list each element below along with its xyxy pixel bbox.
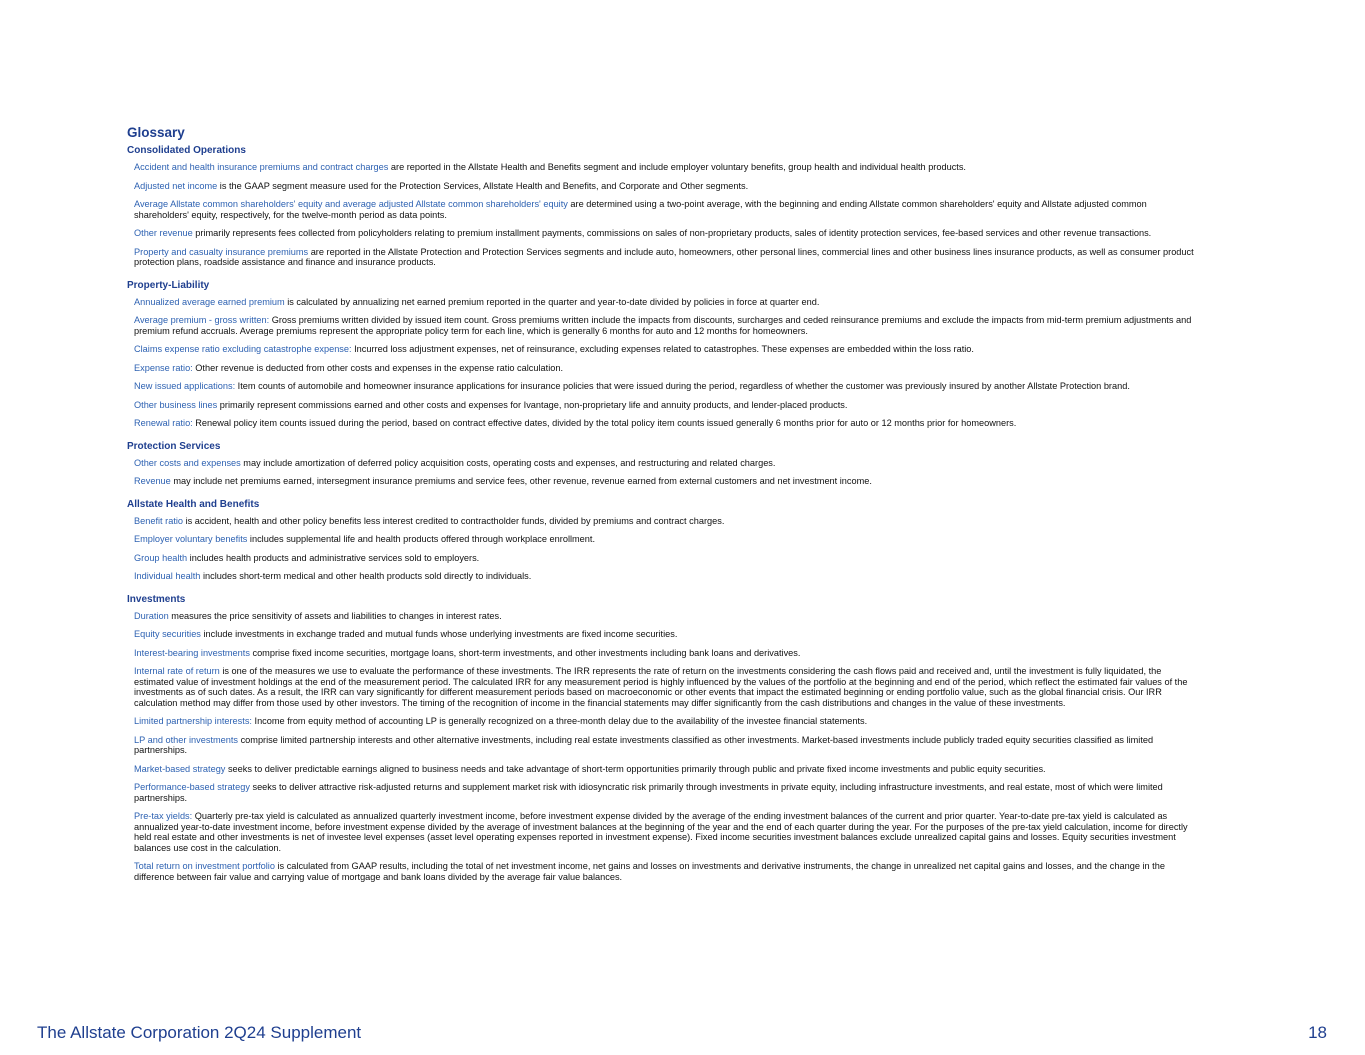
glossary-term: Property and casualty insurance premiums — [134, 246, 309, 257]
glossary-term: Internal rate of return — [134, 666, 220, 676]
glossary-definition: Quarterly pre-tax yield is calculated as annualized quarterly investment income, before investment expense divided by the average of the ending investment balances of the current and prior quarter. Year-to-date pre-tax yield is calculated as annualized year-to-date investment income, before investment expense divided by the average of investment balances at the beginning of the year and the end of each quarter during the year. For the purposes of the pre-tax yield calculation, income for directly held real estate and other investments is net of investee level expenses (asset level operating expenses reported in investment expense). Fixed income securities investment balances exclude unrealized capital gains and losses. Equity securities investment balances use cost in the calculation. — [134, 811, 1188, 853]
section-heading: Allstate Health and Benefits — [127, 498, 260, 510]
glossary-term: Individual health — [134, 571, 201, 581]
glossary-entry — [134, 476, 1197, 487]
glossary-definition: primarily represents fees collected from policyholders relating to premium installment payments, commissions on sales of non-proprietary products, sales of identity protection services, fee-based services and other revenue transactions. — [192, 228, 1152, 238]
glossary-definition: are determined using a two-point average, with the beginning and ending Allstate common shareholders' equity and Allstate adjusted common shareholders' equity, respectively, for the twelve-month period as data points. — [134, 199, 1147, 220]
glossary-section — [127, 145, 1197, 268]
glossary-term: Expense ratio: — [134, 362, 193, 373]
glossary-definition: Income from equity method of accounting LP is generally recognized on a three-month delay due to the availability of the investee financial statements. — [251, 716, 868, 726]
glossary-term: Duration — [134, 610, 169, 621]
glossary-definition: includes supplemental life and health products offered through workplace enrollment. — [247, 534, 596, 544]
glossary-definition: is the GAAP segment measure used for the Protection Services, Allstate Health and Benefits, and Corporate and Other segments. — [217, 180, 749, 191]
glossary-definition: includes health products and administrative services sold to employers. — [187, 552, 480, 563]
glossary-term: Limited partnership interests: — [134, 716, 252, 726]
section-heading: Investments — [127, 593, 186, 605]
section-heading: Consolidated Operations — [127, 145, 246, 156]
glossary-entry — [134, 458, 1197, 469]
glossary-term: Other business lines — [134, 399, 218, 410]
glossary-definition: measures the price sensitivity of assets and liabilities to changes in interest rates. — [168, 610, 502, 621]
glossary-section — [127, 594, 1197, 883]
glossary — [127, 125, 1197, 894]
glossary-entry — [134, 181, 1197, 192]
glossary-entry — [134, 363, 1197, 374]
glossary-entry — [134, 629, 1197, 640]
glossary-definition: Other revenue is deducted from other costs and expenses in the expense ratio calculation. — [192, 362, 564, 373]
glossary-term: Employer voluntary benefits — [134, 534, 248, 544]
glossary-term: Equity securities — [134, 629, 201, 639]
glossary-term: Adjusted net income — [134, 180, 218, 191]
glossary-term: Total return on investment portfolio — [134, 861, 275, 871]
glossary-definition: may include amortization of deferred policy acquisition costs, operating costs and expenses, and restructuring and related charges. — [240, 457, 776, 468]
glossary-term: Accident and health insurance premiums and contract charges — [134, 162, 389, 172]
glossary-term: New issued applications: — [134, 381, 236, 391]
glossary-entry — [134, 400, 1197, 411]
glossary-entry — [134, 315, 1197, 336]
glossary-entry — [134, 381, 1197, 392]
glossary-entry — [134, 611, 1197, 622]
glossary-entry — [134, 735, 1197, 756]
glossary-entry — [134, 666, 1197, 708]
page-number: 18 — [1308, 1023, 1327, 1042]
glossary-term: Other revenue — [134, 228, 193, 238]
footer-title: The Allstate Corporation 2Q24 Supplement — [37, 1023, 362, 1042]
glossary-entry — [134, 782, 1197, 803]
glossary-term: Other costs and expenses — [134, 457, 241, 468]
glossary-entry — [134, 162, 1197, 173]
glossary-definition: comprise fixed income securities, mortgage loans, short-term investments, and other investments including bank loans and derivatives. — [249, 647, 801, 658]
glossary-entry — [134, 418, 1197, 429]
glossary-term: LP and other investments — [134, 734, 239, 745]
glossary-term: Group health — [134, 552, 188, 563]
glossary-definition: seeks to deliver attractive risk-adjusted returns and supplement market risk with idiosyncratic risk primarily through investments in private equity, including infrastructure investments, and real estate, most of which were limited partnerships. — [134, 782, 1163, 803]
section-heading: Property-Liability — [127, 279, 210, 291]
glossary-section — [127, 280, 1197, 429]
glossary-definition: are reported in the Allstate Health and Benefits segment and include employer voluntary benefits, group health and individual health products. — [388, 162, 966, 172]
glossary-entry — [134, 553, 1197, 564]
glossary-term: Performance-based strategy — [134, 782, 250, 792]
glossary-definition: includes short-term medical and other health products sold directly to individuals. — [200, 571, 532, 581]
glossary-entry — [134, 247, 1197, 268]
glossary-term: Benefit ratio — [134, 515, 184, 526]
glossary-definition: may include net premiums earned, intersegment insurance premiums and service fees, other revenue, revenue earned from external customers and net investment income. — [170, 476, 872, 486]
glossary-entry — [134, 716, 1197, 727]
glossary-entry — [134, 228, 1197, 239]
glossary-term: Market-based strategy — [134, 763, 226, 774]
glossary-term: Renewal ratio: — [134, 418, 193, 428]
glossary-definition: Incurred loss adjustment expenses, net of reinsurance, excluding expenses related to catastrophes. These expenses are embedded within the loss ratio. — [351, 344, 974, 354]
glossary-definition: is calculated by annualizing net earned premium reported in the quarter and year-to-date divided by policies in force at quarter end. — [284, 296, 820, 307]
glossary-term: Average premium - gross written: — [134, 315, 270, 325]
glossary-term: Claims expense ratio excluding catastrophe expense: — [134, 344, 352, 354]
glossary-entry — [134, 571, 1197, 582]
glossary-entry — [134, 861, 1197, 882]
glossary-entry — [134, 344, 1197, 355]
glossary-definition: Item counts of automobile and homeowner insurance applications for insurance policies that were issued during the period, regardless of whether the customer was previously insured by another Allstate Protection brand. — [235, 381, 1130, 391]
glossary-definition: comprise limited partnership interests and other alternative investments, including real estate investments classified as other investments. Market-based investments include publicly traded equity securities classified as limited partnerships. — [134, 734, 1154, 755]
glossary-definition: is calculated from GAAP results, including the total of net investment income, net gains and losses on investments and derivative instruments, the change in unrealized net capital gains and losses, and the change in the difference between fair value and carrying value of mortgage and bank loans divided by the average fair value balances. — [134, 861, 1165, 882]
glossary-entry — [134, 199, 1197, 220]
glossary-definition: primarily represent commissions earned and other costs and expenses for Ivantage, non-proprietary life and annuity products, and lender-placed products. — [217, 399, 848, 410]
glossary-entry — [134, 297, 1197, 308]
glossary-entry — [134, 811, 1197, 853]
section-heading: Protection Services — [127, 440, 221, 452]
glossary-definition: are reported in the Allstate Protection and Protection Services segments and include auto, homeowners, other personal lines, commercial lines and other business lines insurance products, as well as consumer product protection plans, roadside assistance and finance and insurance products. — [134, 246, 1194, 267]
glossary-term: Annualized average earned premium — [134, 296, 285, 307]
glossary-term: Interest-bearing investments — [134, 647, 250, 658]
glossary-sections — [127, 145, 1197, 882]
glossary-term: Average Allstate common shareholders' equity and average adjusted Allstate common shareholders' equity — [134, 199, 568, 209]
glossary-definition: is accident, health and other policy benefits less interest credited to contractholder funds, divided by premiums and contract charges. — [183, 515, 725, 526]
glossary-definition: Renewal policy item counts issued during the period, based on contract effective dates, divided by the total policy item counts issued generally 6 months prior for auto or 12 months prior for homeowners. — [192, 418, 1017, 428]
glossary-definition: is one of the measures we use to evaluate the performance of these investments. The IRR represents the rate of return on the investments considering the cash flows paid and received and, until the investment is fully liquidated, the estimated value of investment holdings at the end of the measurement period. The calculated IRR for any measurement period is highly influenced by the values of the portfolio at the beginning and end of the period, which reflect the estimated fair values of the investments as of such dates. As a result, the IRR can vary significantly for different measurement periods based on macroeconomic or other events that impact the estimated beginning or ending portfolio value, such as the global financial crisis. Our IRR calculation method may differ from those used by other investors. The timing of the recognition of income in the financial statements may differ significantly from the cash distributions and changes in the value of these investments. — [134, 666, 1188, 708]
page-title: Glossary — [127, 125, 185, 140]
glossary-definition: seeks to deliver predictable earnings aligned to business needs and take advantage of short-term opportunities primarily through public and private fixed income investments and public equity securities. — [225, 763, 1046, 774]
glossary-entry — [134, 764, 1197, 775]
glossary-section — [127, 499, 1197, 582]
glossary-entry — [134, 534, 1197, 545]
glossary-term: Revenue — [134, 476, 171, 486]
glossary-term: Pre-tax yields: — [134, 811, 193, 821]
glossary-definition: Gross premiums written divided by issued item count. Gross premiums written include the impacts from discounts, surcharges and ceded reinsurance premiums and exclude the impacts from mid-term premium adjustments and premium refund accruals. Average premiums represent the appropriate policy term for each line, which is generally 6 months for auto and 12 months for homeowners. — [134, 315, 1192, 336]
glossary-entry — [134, 648, 1197, 659]
glossary-section — [127, 441, 1197, 487]
glossary-definition: include investments in exchange traded and mutual funds whose underlying investments are fixed income securities. — [200, 629, 678, 639]
glossary-entry — [134, 516, 1197, 527]
